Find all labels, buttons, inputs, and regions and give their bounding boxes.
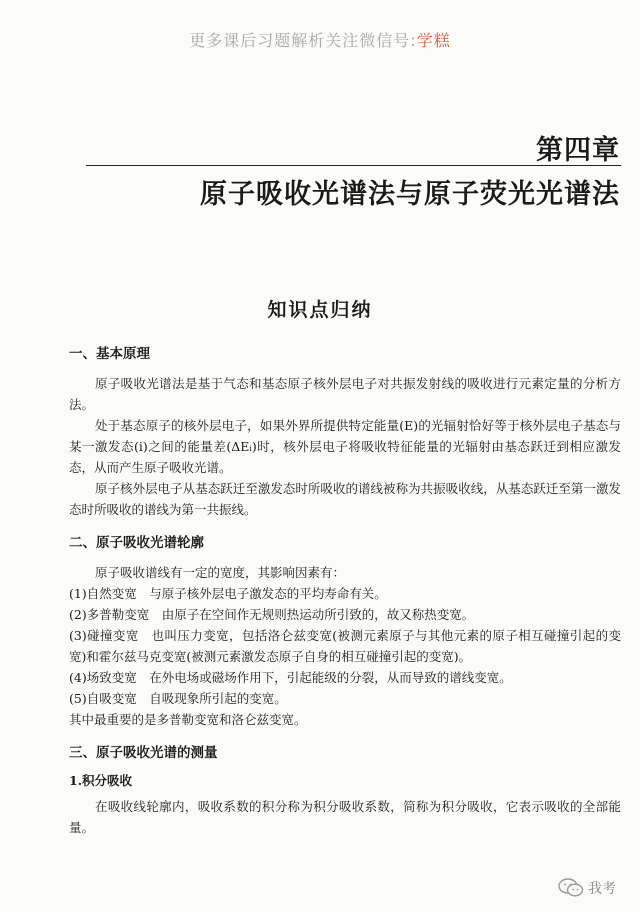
chapter-rule — [86, 165, 621, 166]
watermark-text: 我考 — [588, 881, 616, 897]
section-subtitle: 知识点归纳 — [267, 299, 373, 321]
list-item: (1)自然变宽 与原子核外层电子激发态的平均寿命有关。 — [69, 586, 387, 601]
heading-basic-principle: 一、基本原理 — [69, 346, 150, 362]
subheading-integral-absorption: 1.积分吸收 — [69, 773, 133, 788]
banner-text: 更多课后习题解析关注微信号: — [189, 31, 417, 50]
list-item: (2)多普勒变宽 由原子在空间作无规则热运动所引致的，故又称热变宽。 — [69, 607, 475, 622]
watermark — [558, 878, 616, 898]
paragraph: 其中最重要的是多普勒变宽和洛仑兹变宽。 — [69, 712, 307, 727]
paragraph: 原子吸收光谱法是基于气态和基态原子核外层电子对共振发射线的吸收进行元素定量的分析方法。 — [69, 376, 621, 412]
banner-accent: 学糕 — [416, 31, 451, 50]
heading-measurement: 三、原子吸收光谱的测量 — [69, 745, 218, 761]
heading-spectral-profile: 二、原子吸收光谱轮廓 — [69, 535, 204, 551]
list-item: (3)碰撞变宽 也叫压力变宽，包括洛仑兹变宽(被测元素原子与其他元素的原子相互碰撞引起的变宽)和霍尔兹马克变宽(被测元素激发态原子自身的相互碰撞引起的变宽)。 — [69, 628, 621, 664]
document-body — [69, 345, 621, 838]
paragraph: 原子吸收谱线有一定的宽度，其影响因素有： — [95, 565, 346, 580]
list-item: (5)自吸变宽 自吸现象所引起的变宽。 — [69, 691, 287, 706]
promo-banner — [0, 28, 640, 51]
chapter-title: 原子吸收光谱法与原子荧光光谱法 — [200, 179, 620, 210]
paragraph: 原子核外层电子从基态跃迁至激发态时所吸收的谱线被称为共振吸收线，从基态跃迁至第一激发态时所吸收的谱线为第一共振线。 — [69, 481, 621, 517]
paragraph: 处于基态原子的核外层电子，如果外界所提供特定能量(E)的光辐射恰好等于核外层电子基态与某一激发态(i)之间的能量差(ΔEᵢ)时，核外层电子将吸收特征能量的光辐射由基态跃迁到相应激发态，从而产生原子吸收光谱。 — [69, 418, 621, 475]
chapter-number: 第四章 — [536, 135, 620, 166]
paragraph: 在吸收线轮廓内，吸收系数的积分称为积分吸收系数，简称为积分吸收，它表示吸收的全部能量。 — [69, 799, 621, 835]
wechat-icon — [558, 878, 584, 898]
list-item: (4)场致变宽 在外电场或磁场作用下，引起能级的分裂，从而导致的谱线变宽。 — [69, 670, 512, 685]
